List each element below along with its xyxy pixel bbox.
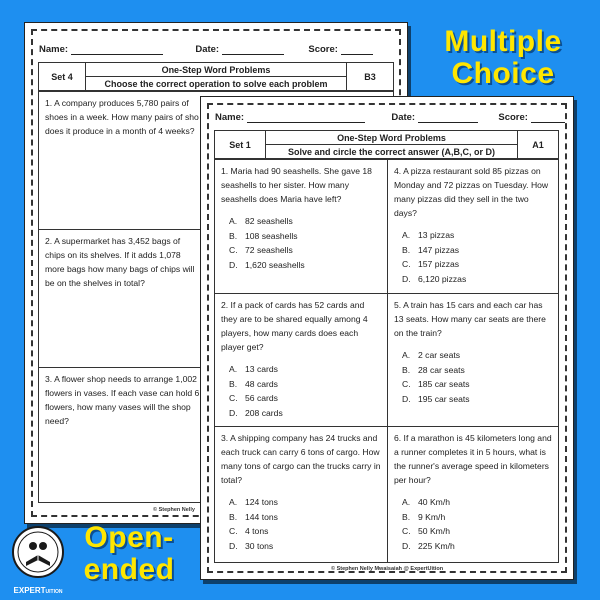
answer-option[interactable] xyxy=(402,377,554,392)
multiple-choice-worksheet xyxy=(200,96,574,580)
answer-option[interactable] xyxy=(229,229,381,244)
problem-text: 1. Maria had 90 seashells. She gave 18 seashells to her sister. How many seashells does Maria have left? xyxy=(221,166,372,204)
multiple-choice-heading xyxy=(416,26,590,90)
option-letter: A. xyxy=(402,230,411,240)
instruction: Solve and circle the correct answer (A,B,C, or D) xyxy=(266,145,518,159)
header-fields xyxy=(215,112,565,123)
option-letter: D. xyxy=(229,259,238,270)
problem-grid xyxy=(214,159,559,563)
answer-option[interactable] xyxy=(229,539,381,554)
option-letter: D. xyxy=(229,540,238,551)
problem-text: 5. A train has 15 cars and each car has 13 seats. How many car seats are there on the train? xyxy=(394,300,546,338)
expertuition-logo xyxy=(10,524,66,594)
answer-options xyxy=(402,495,554,553)
option-text: 40 Km/h xyxy=(418,497,451,507)
set-label: Set 4 xyxy=(39,63,86,91)
option-text: 82 seashells xyxy=(245,216,293,226)
title-table xyxy=(38,62,394,91)
option-letter: C. xyxy=(402,526,411,536)
option-letter: C. xyxy=(229,245,238,255)
option-letter: B. xyxy=(402,511,411,522)
answer-options xyxy=(229,495,381,553)
answer-options xyxy=(229,362,381,420)
option-letter: A. xyxy=(229,216,238,226)
option-text: 13 cards xyxy=(245,364,278,374)
option-text: 124 tons xyxy=(245,497,278,507)
heading-line: Choice xyxy=(451,57,555,90)
problem-text: 4. A pizza restaurant sold 85 pizzas on Monday and 72 pizzas on Tuesday. How many pizzas did they sell in the two days? xyxy=(394,166,549,218)
option-text: 48 cards xyxy=(245,378,278,389)
option-text: 2 car seats xyxy=(418,350,461,360)
date-label: Date: xyxy=(195,44,220,55)
option-letter: C. xyxy=(229,393,238,403)
option-text: 108 seashells xyxy=(245,230,298,241)
answer-option[interactable] xyxy=(229,243,381,258)
answer-option[interactable] xyxy=(229,406,381,421)
answer-option[interactable] xyxy=(402,510,554,525)
problem-cell xyxy=(388,294,560,426)
option-letter: B. xyxy=(229,511,238,522)
problem-text: 2. If a pack of cards has 52 cards and they are to be shared equally among 4 players, how many cards does each player get? xyxy=(221,300,368,352)
option-letter: B. xyxy=(402,364,411,375)
option-letter: D. xyxy=(402,540,411,551)
worksheet-code: B3 xyxy=(347,63,394,91)
option-text: 6,120 pizzas xyxy=(418,273,467,284)
header-fields xyxy=(39,44,373,55)
option-text: 225 Km/h xyxy=(418,540,455,551)
score-label: Score: xyxy=(308,44,338,55)
answer-option[interactable] xyxy=(229,510,381,525)
answer-option[interactable] xyxy=(402,524,554,539)
name-label: Name: xyxy=(39,44,69,55)
answer-option[interactable] xyxy=(229,258,381,273)
set-label: Set 1 xyxy=(215,131,266,159)
answer-options xyxy=(402,228,554,286)
score-blank xyxy=(341,45,373,55)
answer-option[interactable] xyxy=(402,539,554,554)
answer-option[interactable] xyxy=(229,524,381,539)
answer-option[interactable] xyxy=(402,257,554,272)
option-text: 4 tons xyxy=(245,526,269,536)
score-blank xyxy=(531,113,565,123)
logo-text-main: EXPERT xyxy=(13,586,46,595)
option-letter: A. xyxy=(229,364,238,374)
heading-line: Multiple xyxy=(444,25,562,58)
option-text: 157 pizzas xyxy=(418,259,460,269)
option-letter: D. xyxy=(402,393,411,404)
option-letter: D. xyxy=(402,273,411,284)
answer-option[interactable] xyxy=(229,495,381,510)
footer-copyright: © Stephen Nelly xyxy=(153,507,195,513)
answer-option[interactable] xyxy=(229,377,381,392)
option-text: 28 car seats xyxy=(418,364,465,375)
problem-text: 3. A flower shop needs to arrange 1,002 flowers in vases. If each vase can hold 6 flowers, how many vases will the shop need? xyxy=(45,374,200,426)
option-text: 56 cards xyxy=(245,393,278,403)
option-letter: C. xyxy=(229,526,238,536)
problem-cell xyxy=(215,160,387,293)
option-text: 72 seashells xyxy=(245,245,293,255)
option-text: 1,620 seashells xyxy=(245,259,305,270)
logo-text xyxy=(10,586,66,595)
name-label: Name: xyxy=(215,112,245,123)
problem-text: 3. A shipping company has 24 trucks and each truck can carry 6 tons of cargo. How many tons of cargo can the trucks carry in total? xyxy=(221,433,381,485)
date-blank xyxy=(222,45,284,55)
worksheet-title: One-Step Word Problems xyxy=(266,131,518,145)
heading-line: Open- xyxy=(84,521,174,554)
option-text: 147 pizzas xyxy=(418,244,460,255)
answer-option[interactable] xyxy=(402,495,554,510)
score-label: Score: xyxy=(498,112,528,123)
option-letter: C. xyxy=(402,379,411,389)
problem-cell xyxy=(388,160,560,293)
option-letter: B. xyxy=(402,244,411,255)
answer-options xyxy=(402,348,554,406)
answer-options xyxy=(229,214,381,272)
answer-option[interactable] xyxy=(229,391,381,406)
option-letter: D. xyxy=(229,407,238,418)
option-letter: A. xyxy=(229,497,238,507)
answer-option[interactable] xyxy=(402,228,554,243)
title-table xyxy=(214,130,559,159)
answer-option[interactable] xyxy=(229,214,381,229)
name-blank xyxy=(247,113,365,123)
option-letter: B. xyxy=(229,230,238,241)
answer-option[interactable] xyxy=(402,348,554,363)
answer-option[interactable] xyxy=(229,362,381,377)
problem-text: 1. A company produces 5,780 pairs of shoes in a week. How many pairs of sho does it produce in a month of 4 weeks? xyxy=(45,98,199,136)
problem-cell xyxy=(388,427,560,563)
logo-text-sub: UITION xyxy=(45,589,63,595)
option-letter: A. xyxy=(402,497,411,507)
problem-cell xyxy=(215,427,387,563)
option-text: 13 pizzas xyxy=(418,230,455,240)
option-letter: C. xyxy=(402,259,411,269)
worksheet-title: One-Step Word Problems xyxy=(86,63,347,77)
option-text: 185 car seats xyxy=(418,379,470,389)
problem-cell xyxy=(215,294,387,426)
name-blank xyxy=(71,45,163,55)
option-text: 9 Km/h xyxy=(418,511,446,522)
problem-text: 2. A supermarket has 3,452 bags of chips on its shelves. If it adds 1,078 more bags how many bags of chips will be on the shelves in total? xyxy=(45,236,195,288)
date-label: Date: xyxy=(391,112,416,123)
option-text: 195 car seats xyxy=(418,393,470,404)
heading-line: ended xyxy=(83,553,175,586)
option-letter: B. xyxy=(229,378,238,389)
answer-option[interactable] xyxy=(402,243,554,258)
option-text: 144 tons xyxy=(245,511,278,522)
instruction: Choose the correct operation to solve each problem xyxy=(86,77,347,91)
open-ended-heading xyxy=(64,522,194,586)
answer-option[interactable] xyxy=(402,363,554,378)
option-letter: A. xyxy=(402,350,411,360)
date-blank xyxy=(418,113,478,123)
problem-text: 6. If a marathon is 45 kilometers long and a runner completes it in 5 hours, what is the runner's average speed in kilometers per hour? xyxy=(394,433,552,485)
answer-option[interactable] xyxy=(402,272,554,287)
worksheet-code: A1 xyxy=(518,131,559,159)
option-text: 50 Km/h xyxy=(418,526,451,536)
logo-emblem-icon xyxy=(10,524,66,580)
option-text: 208 cards xyxy=(245,407,283,418)
option-text: 30 tons xyxy=(245,540,274,551)
answer-option[interactable] xyxy=(402,392,554,407)
footer-copyright: © Stephen Nelly Mwaisaiah @ ExpertUition xyxy=(331,566,444,572)
